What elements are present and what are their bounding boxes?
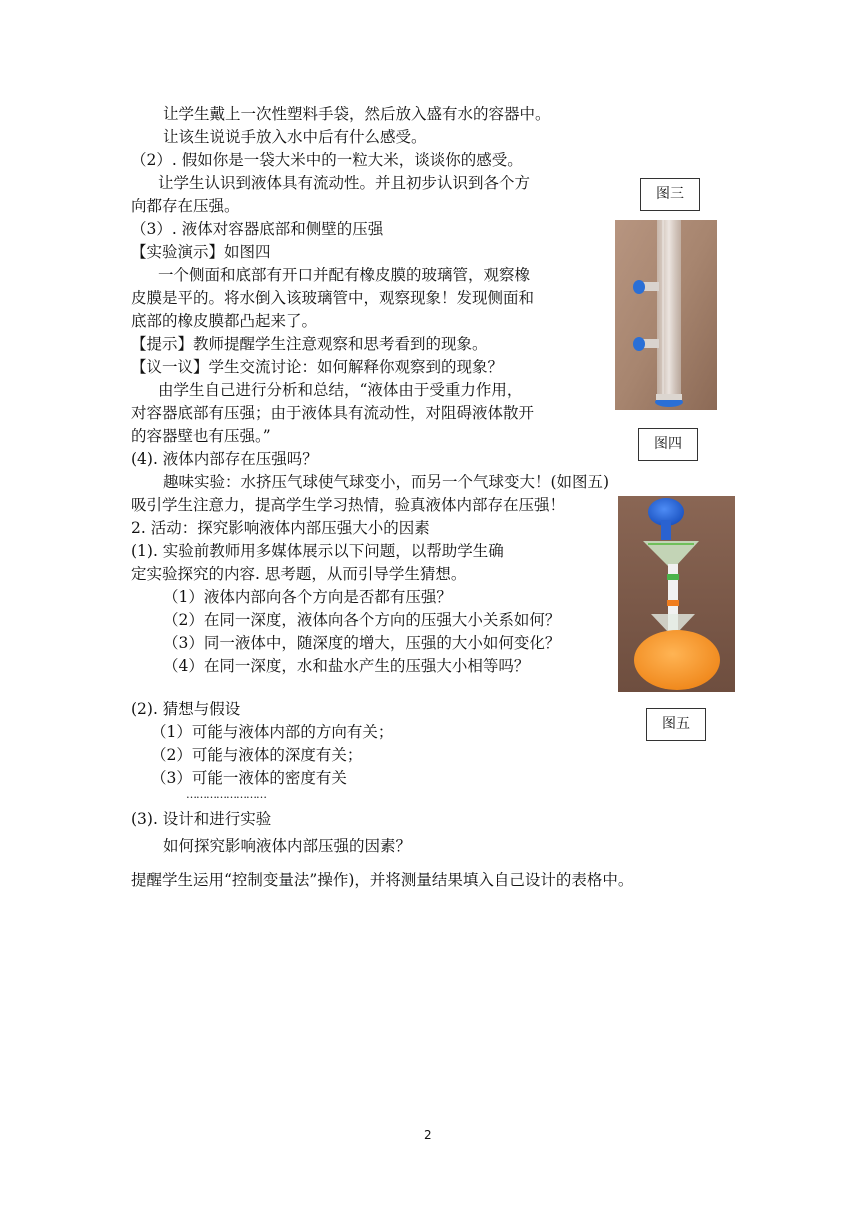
text-line: 的容器壁也有压强。” [131,427,271,445]
text-line: 趣味实验：水挤压气球使气球变小，而另一个气球变大！(如图五) [163,473,610,491]
text-line: 【实验演示】如图四 [131,243,271,261]
text-line: 对容器底部有压强；由于液体具有流动性，对阻碍液体散开 [131,404,535,422]
text-line: 如何探究影响液体内部压强的因素？ [163,837,412,855]
text-line: （1）可能与液体内部的方向有关； [151,723,394,741]
text-line: （2）可能与液体的深度有关； [151,746,363,764]
figure-label-3: 图三 [640,178,700,211]
text-line: (2). 猜想与假设 [131,700,241,718]
text-line: （3）可能一液体的密度有关 [151,769,347,787]
page-number: 2 [424,1128,432,1142]
text-line: （4）在同一深度，水和盐水产生的压强大小相等吗？ [163,657,530,675]
figure-label-5: 图五 [646,708,706,741]
text-line: （3）. 液体对容器底部和侧壁的压强 [131,220,384,238]
glass-tube-photo [615,220,717,410]
text-line: 让该生说说手放入水中后有什么感受。 [163,128,427,146]
text-line: (3). 设计和进行实验 [131,810,272,828]
text-line: 让学生认识到液体具有流动性。并且初步认识到各个方 [158,174,531,192]
text-line: 底部的橡皮膜都凸起来了。 [131,312,318,330]
text-line: （2）. 假如你是一袋大米中的一粒大米，谈谈你的感受。 [131,151,523,169]
text-line: 2. 活动：探究影响液体内部压强大小的因素 [131,519,430,537]
text-line: 吸引学生注意力，提高学生学习热情，验真液体内部存在压强！ [131,496,566,514]
text-line: （3）同一液体中，随深度的增大，压强的大小如何变化？ [163,634,561,652]
text-line: (4). 液体内部存在压强吗？ [131,450,318,468]
text-line: 【议一议】学生交流讨论：如何解释你观察到的现象？ [131,358,504,376]
text-line: 向都存在压强。 [131,197,240,215]
text-line: 提醒学生运用“控制变量法”操作)，并将测量结果填入自己设计的表格中。 [131,871,634,889]
figure-label-4: 图四 [638,428,698,461]
text-line: 【提示】教师提醒学生注意观察和思考看到的现象。 [131,335,488,353]
text-line: 定实验探究的内容. 思考题，从而引导学生猜想。 [131,565,467,583]
text-line: (1). 实验前教师用多媒体展示以下问题，以帮助学生确 [131,542,504,560]
text-line: 一个侧面和底部有开口并配有橡皮膜的玻璃管，观察橡 [158,266,531,284]
text-line: 让学生戴上一次性塑料手袋，然后放入盛有水的容器中。 [163,105,551,123]
text-line: 皮膜是平的。将水倒入该玻璃管中，观察现象！发现侧面和 [131,289,535,307]
balloon-apparatus-photo [618,496,735,692]
text-line: （1）液体内部向各个方向是否都有压强？ [163,588,452,606]
text-line: （2）在同一深度，液体向各个方向的压强大小关系如何？ [163,611,561,629]
text-line: 由学生自己进行分析和总结，“液体由于受重力作用， [158,381,523,399]
text-line: …………………… [186,788,266,801]
